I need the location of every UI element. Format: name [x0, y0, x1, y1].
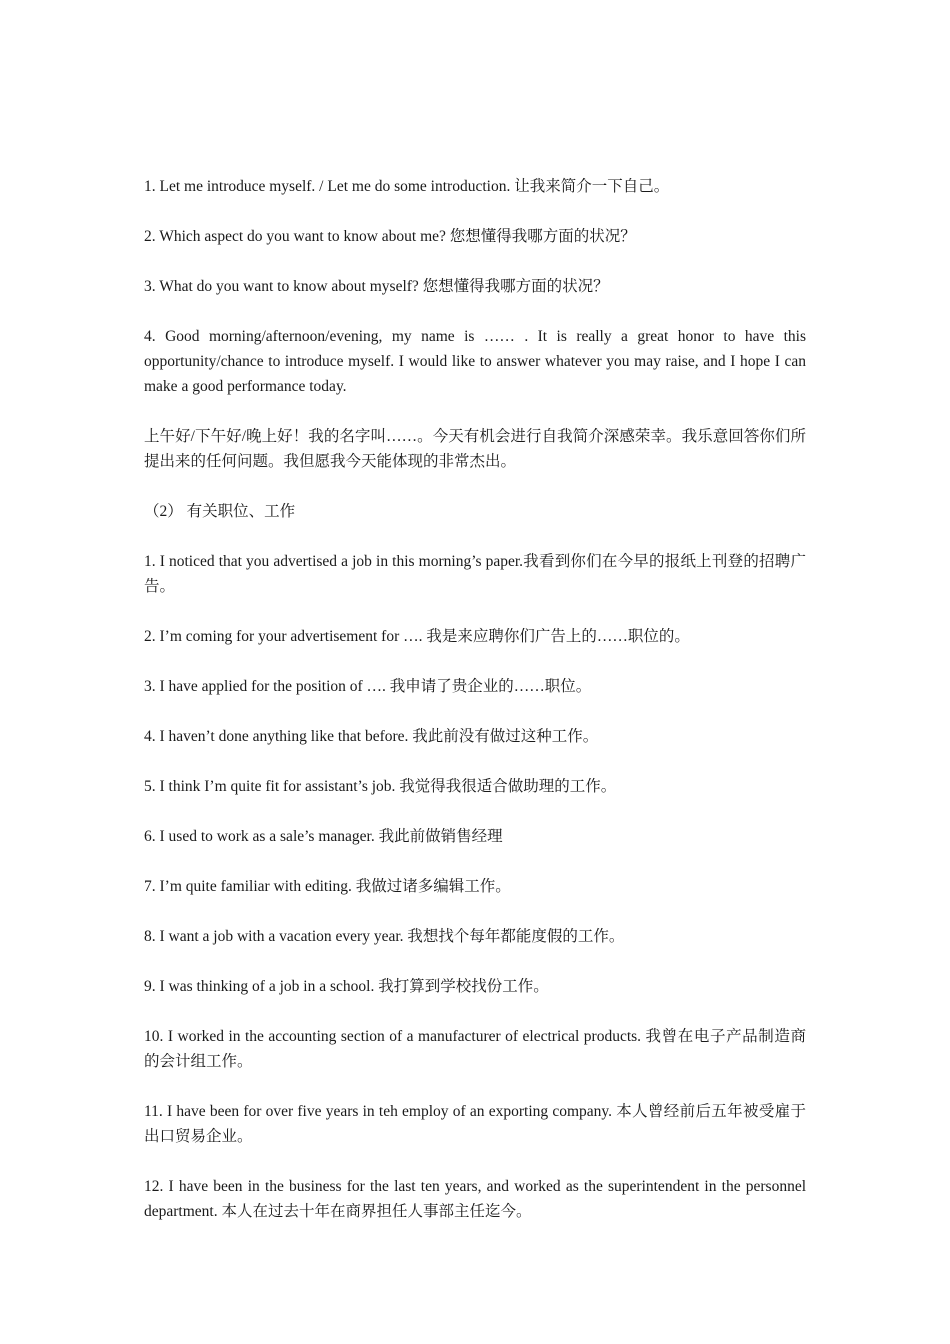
- job-item-1: 1. I noticed that you advertised a job in this morning’s paper.我看到你们在今早的报纸上刊登的招聘广告。: [144, 553, 806, 595]
- intro-item-1: 1. Let me introduce myself. / Let me do some introduction. 让我来简介一下自己。: [144, 178, 670, 195]
- job-item-9: 9. I was thinking of a job in a school. 我打算到学校找份工作。: [144, 978, 549, 995]
- job-item-3: 3. I have applied for the position of …. 我申请了贵企业的……职位。: [144, 678, 592, 695]
- job-item-12: 12. I have been in the business for the last ten years, and worked as the superintendent in the personnel department. 本人在过去十年在商界担任人事部主任迄今。: [144, 1178, 806, 1220]
- job-item-2: 2. I’m coming for your advertisement for …. 我是来应聘你们广告上的……职位的。: [144, 628, 690, 645]
- section-heading-job: （2） 有关职位、工作: [144, 503, 296, 520]
- job-item-4: 4. I haven’t done anything like that before. 我此前没有做过这种工作。: [144, 728, 599, 745]
- intro-item-4-translation: 上午好/下午好/晚上好！我的名字叫……。今天有机会进行自我简介深感荣幸。我乐意回答你们所提出来的任何问题。我但愿我今天能体现的非常杰出。: [144, 428, 806, 470]
- document-body: [144, 174, 806, 1249]
- job-item-8: 8. I want a job with a vacation every year. 我想找个每年都能度假的工作。: [144, 928, 625, 945]
- intro-item-3: 3. What do you want to know about myself? 您想懂得我哪方面的状况？: [144, 278, 609, 295]
- job-item-10: 10. I worked in the accounting section of a manufacturer of electrical products. 我曾在电子产品制造商的会计组工作。: [144, 1028, 806, 1070]
- job-item-7: 7. I’m quite familiar with editing. 我做过诸多编辑工作。: [144, 878, 511, 895]
- intro-item-2: 2. Which aspect do you want to know about me? 您想懂得我哪方面的状况？: [144, 228, 636, 245]
- job-item-5: 5. I think I’m quite fit for assistant’s job. 我觉得我很适合做助理的工作。: [144, 778, 617, 795]
- intro-item-4: 4. Good morning/afternoon/evening, my name is …… . It is really a great honor to have this opportunity/chance to introduce myself. I would like to answer whatever you may raise, and I hope I can make a good performance today.: [144, 328, 806, 395]
- job-item-11: 11. I have been for over five years in teh employ of an exporting company. 本人曾经前后五年被受雇于出口贸易企业。: [144, 1103, 806, 1145]
- job-item-6: 6. I used to work as a sale’s manager. 我此前做销售经理: [144, 828, 503, 845]
